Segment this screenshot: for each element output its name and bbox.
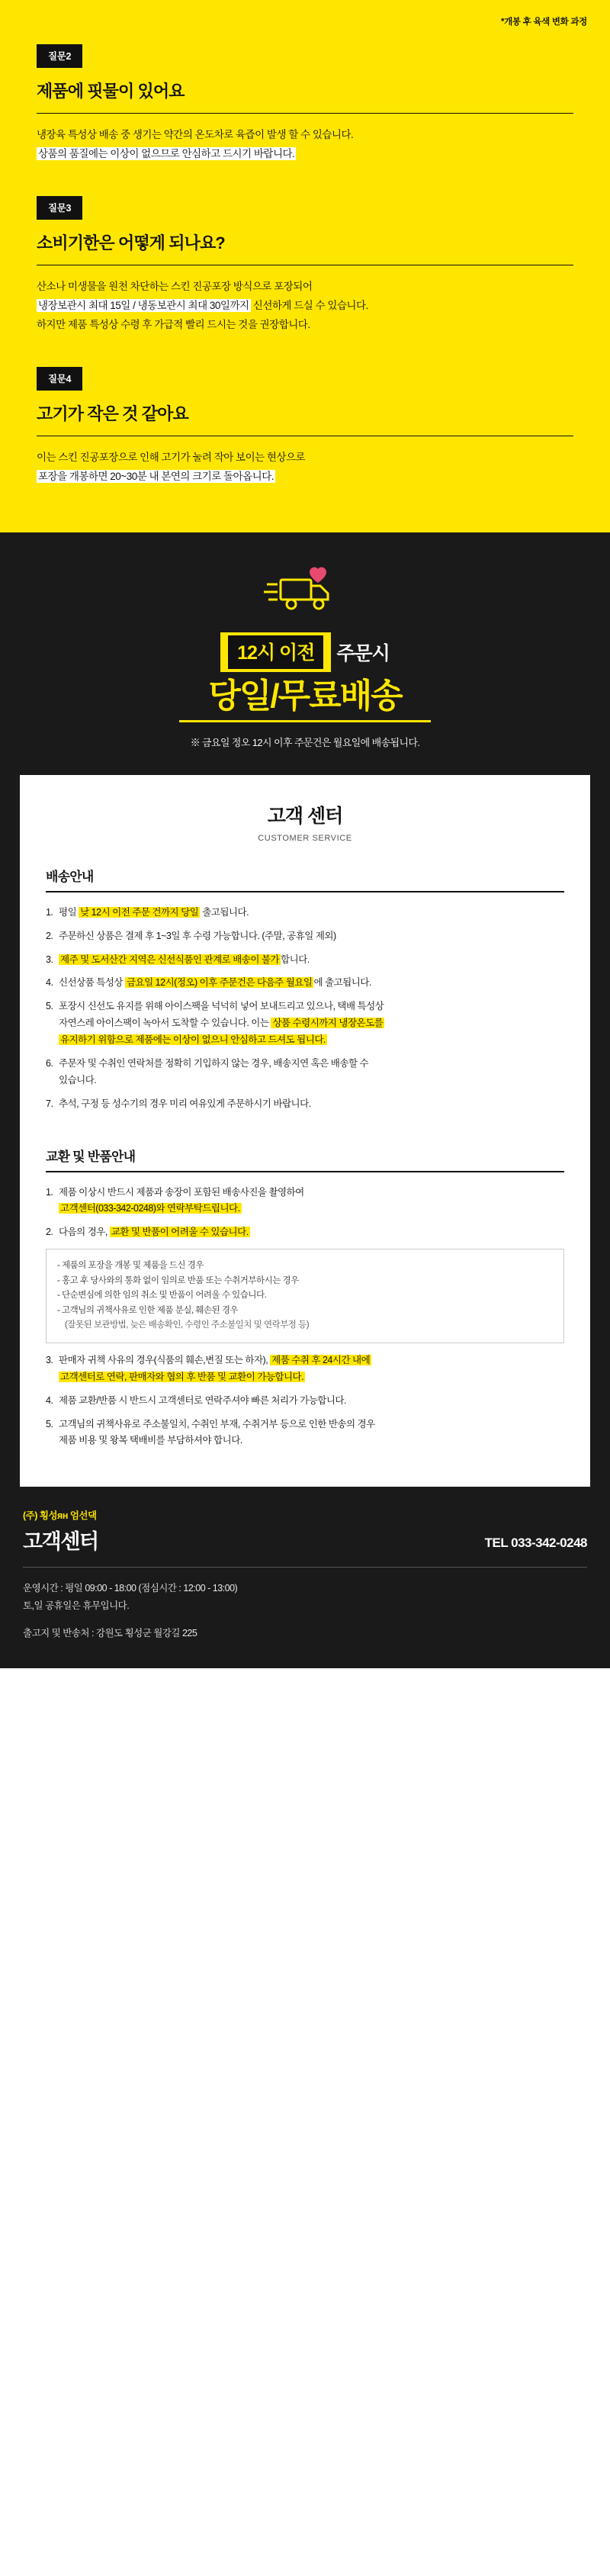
list-item-number: 3. [46, 954, 53, 965]
highlighted-text: 제품 수취 후 24시간 내에 [271, 1354, 371, 1365]
list-item-number: 5. [46, 1001, 53, 1012]
list-item-text: 제품 비용 및 왕복 택배비를 부담하셔야 합니다. [59, 1435, 242, 1446]
highlighted-text: 고객센터(033-342-0248)와 연락부탁드립니다. [60, 1203, 240, 1214]
divider [37, 113, 573, 114]
list-item [46, 999, 564, 1049]
faq-item [0, 367, 610, 487]
footer-brand-big: 고객센터 [23, 1530, 98, 1554]
customer-center-subtitle: CUSTOMER SERVICE [258, 833, 352, 843]
shipping-heading: 배송안내 [46, 869, 94, 884]
list-item-text: 합니다. [281, 954, 310, 965]
footer-info [23, 1568, 587, 1642]
footer [0, 1487, 610, 1667]
list-item-text: 제품 이상시 반드시 제품과 송장이 포함된 배송사진을 촬영하여 [59, 1186, 304, 1198]
list-item-text: 다음의 경우, [59, 1227, 110, 1238]
list-item-text: 판매자 귀책 사유의 경우(식품의 훼손,변질 또는 하자), [59, 1354, 271, 1365]
divider [46, 891, 564, 892]
footer-hours-line: 운영시간 : 평일 09:00 - 18:00 (점심시간 : 12:00 - 13:00) [23, 1583, 238, 1594]
highlight: 포장을 개봉하면 20~30분 내 본연의 크기로 돌아옵니다. [38, 470, 274, 482]
list-item [46, 1352, 564, 1386]
list-item-text: 있습니다. [59, 1074, 97, 1085]
list-item-number: 4. [46, 1394, 53, 1406]
spacer [46, 1120, 564, 1146]
exchange-list [46, 1185, 564, 1450]
footer-top [23, 1508, 587, 1568]
question-title: 소비기한은 어떻게 되나요? [37, 233, 225, 252]
list-item-text: 제품 교환/반품 시 반드시 고객센터로 연락주셔야 빠른 처리가 가능합니다. [59, 1394, 346, 1406]
list-item-text: 주문하신 상품은 결제 후 1~3일 후 수령 가능합니다. (주말, 공휴일 제외) [59, 930, 336, 941]
list-item [46, 1417, 564, 1450]
customer-center-title: 고객 센터 [267, 805, 343, 827]
delivery-headline: 당일/무료배송 [208, 677, 402, 715]
list-item-number: 2. [46, 930, 53, 941]
list-item-number: 6. [46, 1057, 53, 1069]
list-item-text: 고객님의 귀책사유로 주소불일치, 수취인 부재, 수취거부 등으로 인한 반송의 경우 [59, 1418, 375, 1430]
headline-underline [179, 720, 431, 722]
answer-line: 하지만 제품 특성상 수령 후 가급적 빨리 드시는 것을 권장합니다. [37, 318, 310, 330]
list-item-number: 5. [46, 1418, 53, 1430]
delivery-note: ※ 금요일 정오 12시 이후 주문건은 월요일에 배송됩니다. [190, 736, 420, 748]
answer-line: 산소나 미생물을 원천 차단하는 스킨 진공포장 방식으로 포장되어 [37, 280, 313, 292]
answer-line: 냉장육 특성상 배송 중 생기는 약간의 온도차로 육즙이 발생 할 수 있습니다. [37, 129, 354, 140]
list-item-number: 4. [46, 977, 53, 989]
delivery-banner-line1 [0, 632, 610, 672]
divider [46, 1171, 564, 1172]
list-item-number: 2. [46, 1227, 53, 1238]
faq-note: *개봉 후 육색 변화 과정 [500, 18, 587, 27]
footer-brand [23, 1508, 98, 1555]
delivery-section [0, 532, 610, 1668]
list-item [46, 1096, 564, 1113]
delivery-chip-label: 12시 이전 [228, 635, 323, 669]
condition-line: - 제품의 포장을 개봉 및 제품을 드신 경우 [57, 1261, 204, 1271]
faq-section [0, 0, 610, 532]
exchange-conditions-box [46, 1249, 564, 1343]
faq-item [0, 44, 610, 164]
highlighted-text: 상품 수령시까지 냉장온도를 [272, 1018, 384, 1029]
question-tag: 질문3 [37, 196, 82, 220]
footer-holiday-line: 토,일 공휴일은 휴무입니다. [23, 1600, 130, 1612]
list-item-number: 3. [46, 1354, 53, 1365]
question-tag: 질문4 [37, 367, 82, 391]
list-item [46, 952, 564, 969]
list-item [46, 1393, 564, 1410]
list-item [46, 975, 564, 992]
footer-telephone[interactable]: TEL 033-342-0248 [484, 1536, 587, 1551]
list-item-text: 신선상품 특성상 [59, 977, 125, 989]
delivery-truck-icon [0, 561, 610, 632]
condition-line: (잘못된 보관방법, 늦은 배송확인, 수령인 주소불일치 및 연락부정 등) [65, 1320, 310, 1330]
answer-line: 이는 스킨 진공포장으로 인해 고기가 눌려 작아 보이는 현상으로 [37, 451, 306, 463]
list-item-number: 1. [46, 1186, 53, 1198]
highlighted-text: 낮 12시 이전 주문 건까지 당일 [80, 906, 199, 918]
list-item [46, 905, 564, 921]
condition-line: - 단순변심에 의한 임의 취소 및 반품이 어려울 수 있습니다. [57, 1291, 267, 1301]
list-item [46, 1185, 564, 1218]
condition-line: - 고객님의 귀책사유로 인한 제품 분실, 훼손된 경우 [57, 1305, 239, 1315]
list-item [46, 1056, 564, 1089]
list-item-text: 주문자 및 수취인 연락처를 정확히 기입하지 않는 경우, 배송지연 혹은 배송할 수 [59, 1057, 369, 1069]
highlighted-text: 교환 및 반품이 어려울 수 있습니다. [111, 1227, 249, 1238]
delivery-chip-suffix: 주문시 [336, 642, 390, 664]
answer-line-highlighted [37, 468, 573, 487]
condition-line: - 홍고 후 당사와의 통화 없이 임의로 반품 또는 수취거부하시는 경우 [57, 1275, 299, 1285]
question-title: 고기가 작은 것 같아요 [37, 404, 188, 423]
list-item [46, 928, 564, 945]
list-item-text: 추석, 구정 등 성수기의 경우 미리 여유있게 주문하시기 바랍니다. [59, 1098, 311, 1109]
highlighted-text: 유지하기 위함으로 제품에는 이상이 없으니 안심하고 드셔도 됩니다. [60, 1034, 326, 1046]
answer-suffix: 신선하게 드실 수 있습니다. [250, 299, 368, 311]
customer-center-card [20, 775, 590, 1487]
list-item-text: 자연스레 아이스팩이 녹아서 도착할 수 있습니다. 이는 [59, 1018, 271, 1029]
footer-address: 출고지 및 반송처 : 강원도 횡성군 월강길 225 [23, 1627, 197, 1639]
exchange-heading: 교환 및 반품안내 [46, 1149, 136, 1164]
list-item-text: 출고됩니다. [200, 906, 249, 918]
question-title: 제품에 핏물이 있어요 [37, 82, 185, 101]
faq-item [0, 196, 610, 335]
highlighted-text: 고객센터로 연락, 판매자와 협의 후 반품 및 교환이 가능합니다. [60, 1371, 304, 1382]
answer-line-highlighted [37, 145, 573, 164]
list-item-text: 평일 [59, 906, 79, 918]
list-item-number: 7. [46, 1098, 53, 1109]
footer-brand-small: (주) 횡성ян 엄선댁 [23, 1510, 97, 1522]
list-item [46, 1224, 564, 1241]
question-tag: 질문2 [37, 44, 82, 68]
list-item-number: 1. [46, 906, 53, 918]
highlight: 냉장보관시 최대 15일 / 냉동보관시 최대 30일까지 [38, 299, 249, 311]
highlight: 상품의 품질에는 이상이 없으므로 안심하고 드시기 바랍니다. [38, 147, 295, 159]
shipping-list [46, 905, 564, 1113]
chip-wrap [220, 632, 331, 672]
highlighted-text: 제주 및 도서산간 지역은 신선식품인 관계로 배송이 불가 [60, 954, 280, 965]
list-item-text: 포장시 신선도 유지를 위해 아이스팩을 넉넉히 넣어 보내드리고 있으나, 택배 특성상 [59, 1001, 384, 1012]
list-item-text: 에 출고됩니다. [313, 977, 371, 989]
answer-line-highlighted [37, 297, 573, 316]
highlighted-text: 금요일 12시(정오) 이후 주문건은 다음주 월요일 [126, 977, 313, 989]
